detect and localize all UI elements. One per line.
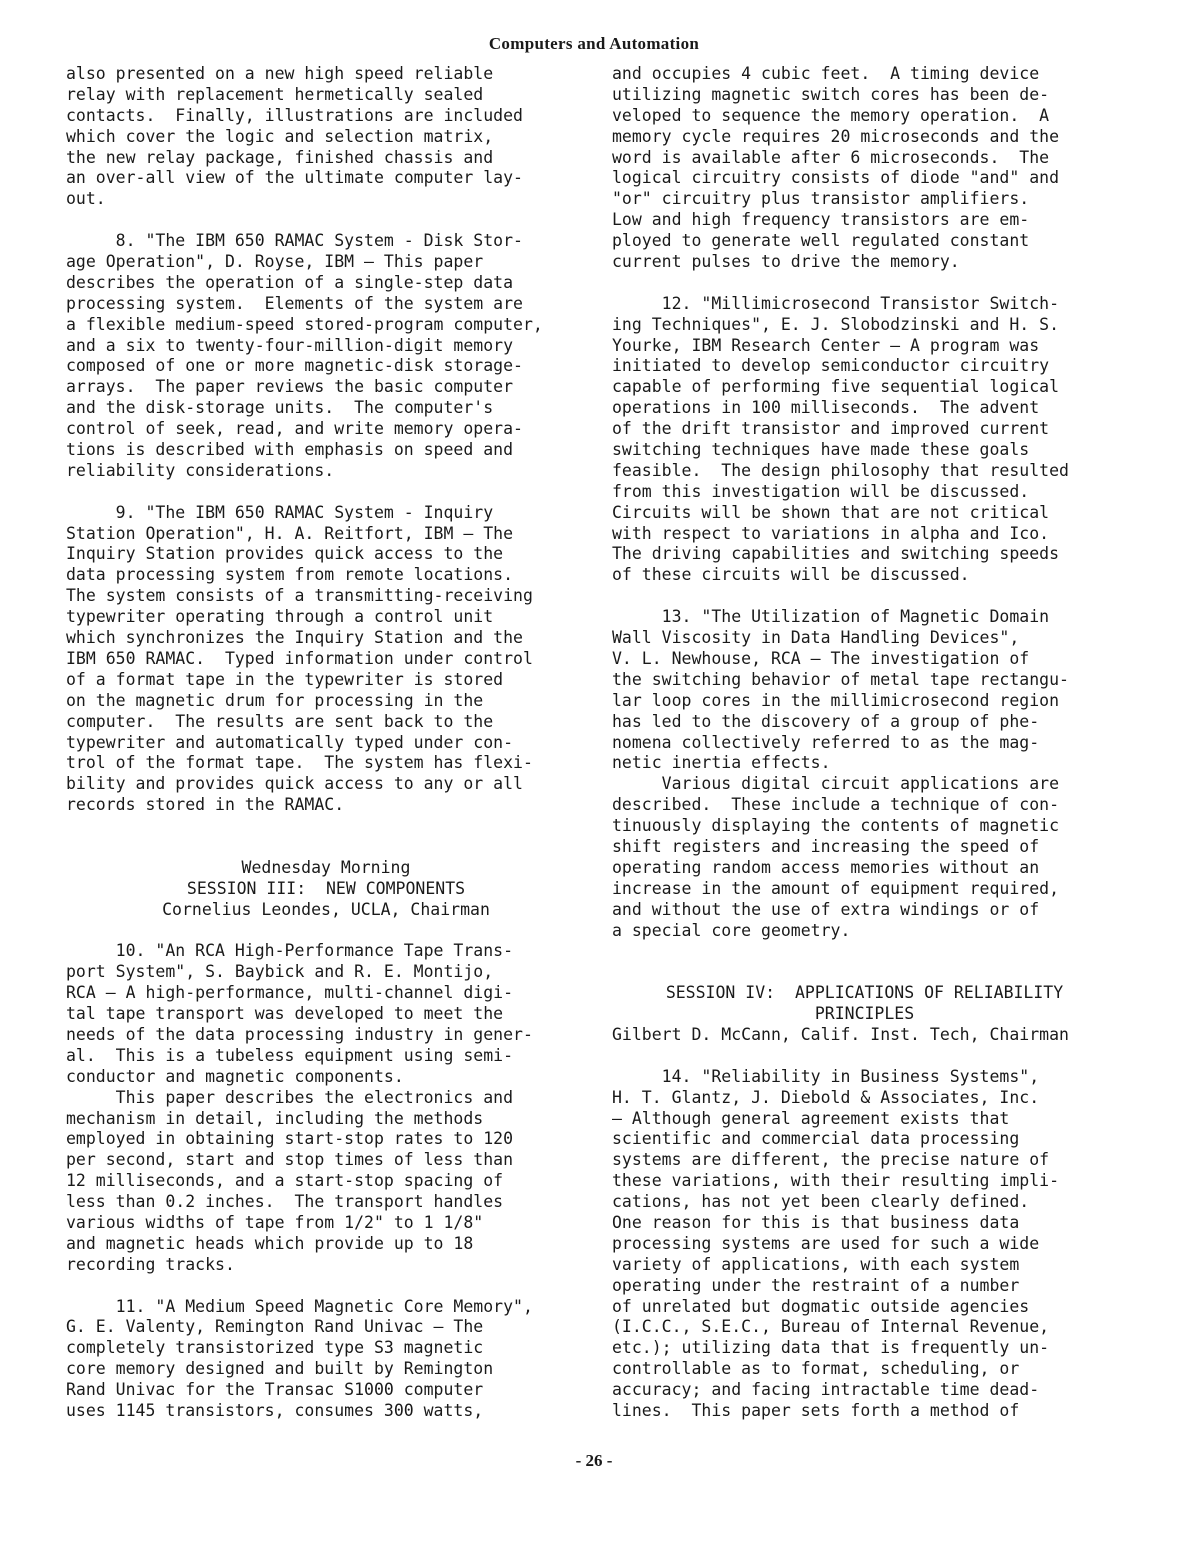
text-line: control of seek, read, and write memory opera- xyxy=(66,419,523,439)
text-line: needs of the data processing industry in gener- xyxy=(66,1024,533,1044)
text-line: operating under the restraint of a number xyxy=(612,1275,1020,1295)
text-line: Yourke, IBM Research Center — A program was xyxy=(612,335,1040,355)
session-3-heading xyxy=(66,858,586,921)
text-line: the switching behavior of metal tape rectangu- xyxy=(612,669,1069,689)
text-line: on the magnetic drum for processing in the xyxy=(66,690,484,710)
text-line: tal tape transport was developed to meet the xyxy=(66,1004,504,1024)
text-line: various widths of tape from 1/2" to 1 1/8" xyxy=(66,1213,484,1232)
text-line: which synchronizes the Inquiry Station and the xyxy=(66,628,523,648)
text-line: utilizing magnetic switch cores has been de- xyxy=(612,84,1050,104)
text-line: uses 1145 transistors, consumes 300 watts, xyxy=(66,1401,484,1421)
text-line: typewriter and automatically typed under con- xyxy=(66,732,514,752)
text-line: an over-all view of the ultimate computer lay- xyxy=(66,168,523,188)
text-line: (I.C.C., S.E.C., Bureau of Internal Revenue, xyxy=(612,1317,1050,1337)
text-line: typewriter operating through a control unit xyxy=(66,607,494,627)
text-line: H. T. Glantz, J. Diebold & Associates, Inc. xyxy=(612,1087,1040,1107)
text-line: 11. "A Medium Speed Magnetic Core Memory", xyxy=(66,1296,533,1316)
running-header: Computers and Automation xyxy=(488,34,700,53)
text-line: arrays. The paper reviews the basic computer xyxy=(66,377,514,397)
text-line: age Operation", D. Royse, IBM — This paper xyxy=(66,252,484,272)
text-line: al. This is a tubeless equipment using semi- xyxy=(66,1045,514,1065)
page-number: - 26 - xyxy=(575,1451,613,1470)
abstract-item-9 xyxy=(66,503,586,816)
text-line: Cornelius Leondes, UCLA, Chairman xyxy=(162,899,490,919)
text-line: composed of one or more magnetic-disk storage- xyxy=(66,356,523,376)
text-line: employed in obtaining start-stop rates to 120 xyxy=(66,1129,514,1149)
abstract-item-12 xyxy=(612,294,1117,586)
text-line: port System", S. Baybick and R. E. Montijo, xyxy=(66,962,494,982)
text-line: these variations, with their resulting impli- xyxy=(612,1171,1060,1191)
text-line: shift registers and increasing the speed of xyxy=(612,836,1040,856)
text-line: describes the operation of a single-step data xyxy=(66,272,514,292)
text-line: computer. The results are sent back to the xyxy=(66,711,494,731)
text-line: accuracy; and facing intractable time dead- xyxy=(612,1380,1040,1400)
text-line: processing system. Elements of the system are xyxy=(66,293,523,313)
text-line: G. E. Valenty, Remington Rand Univac — The xyxy=(66,1317,484,1337)
text-line: The driving capabilities and switching speeds xyxy=(612,544,1060,564)
abstract-item-8 xyxy=(66,231,586,482)
text-line: capable of performing five sequential logical xyxy=(612,377,1060,397)
text-line: operations in 100 milliseconds. The advent xyxy=(612,398,1040,418)
text-line: and the disk-storage units. The computer's xyxy=(66,398,494,418)
text-line: memory cycle requires 20 microseconds and the xyxy=(612,126,1060,146)
text-line: described. These include a technique of con- xyxy=(612,795,1060,815)
text-line: and without the use of extra windings or of xyxy=(612,899,1040,919)
left-column xyxy=(66,64,586,1422)
text-line: increase in the amount of equipment required, xyxy=(612,878,1060,898)
text-line: nomena collectively referred to as the mag- xyxy=(612,732,1040,752)
text-line: cations, has not yet been clearly defined. xyxy=(612,1192,1030,1212)
text-line: logical circuitry consists of diode "and" and xyxy=(612,168,1060,188)
text-line: One reason for this is that business data xyxy=(612,1213,1020,1232)
text-line: and occupies 4 cubic feet. A timing device xyxy=(612,64,1040,83)
text-line: and magnetic heads which provide up to 18 xyxy=(66,1233,474,1253)
text-line: operating random access memories without an xyxy=(612,857,1040,877)
text-line: tinuously displaying the contents of magnetic xyxy=(612,816,1060,836)
text-line: SESSION III: NEW COMPONENTS xyxy=(186,878,466,898)
text-line: recording tracks. xyxy=(66,1254,235,1274)
text-line: of these circuits will be discussed. xyxy=(612,565,970,585)
text-line: 13. "The Utilization of Magnetic Domain xyxy=(612,607,1050,627)
text-line: Various digital circuit applications are xyxy=(612,774,1060,794)
text-line: variety of applications, with each system xyxy=(612,1254,1020,1274)
text-line: The system consists of a transmitting-receiving xyxy=(66,586,533,606)
text-line: completely transistorized type S3 magnetic xyxy=(66,1338,484,1358)
text-line: initiated to develop semiconductor circuitry xyxy=(612,356,1050,376)
text-line: Inquiry Station provides quick access to the xyxy=(66,544,504,564)
text-line: 12. "Millimicrosecond Transistor Switch- xyxy=(612,293,1060,313)
abstract-item-11 xyxy=(66,1297,586,1422)
text-line: data processing system from remote locations. xyxy=(66,565,514,585)
text-line: ployed to generate well regulated constant xyxy=(612,231,1030,251)
text-line: trol of the format tape. The system has flexi- xyxy=(66,753,533,773)
text-line: word is available after 6 microseconds. The xyxy=(612,147,1050,167)
text-line: Circuits will be shown that are not critical xyxy=(612,502,1050,522)
text-line: 8. "The IBM 650 RAMAC System - Disk Stor- xyxy=(66,231,523,251)
text-line: processing systems are used for such a wide xyxy=(612,1233,1040,1253)
text-line: Rand Univac for the Transac S1000 computer xyxy=(66,1380,484,1400)
text-line: Gilbert D. McCann, Calif. Inst. Tech, Chairman xyxy=(612,1024,1069,1044)
text-line: switching techniques have made these goals xyxy=(612,440,1030,460)
text-line: "or" circuitry plus transistor amplifiers. xyxy=(612,189,1030,209)
text-line: etc.); utilizing data that is frequently un- xyxy=(612,1338,1050,1358)
left-continuation-paragraph xyxy=(66,64,586,210)
text-line: This paper describes the electronics and xyxy=(66,1087,514,1107)
text-line: V. L. Newhouse, RCA — The investigation of xyxy=(612,648,1030,668)
text-line: IBM 650 RAMAC. Typed information under control xyxy=(66,648,533,668)
session-4-heading xyxy=(612,983,1117,1046)
text-line: — Although general agreement exists that xyxy=(612,1108,1010,1128)
text-line: bility and provides quick access to any or all xyxy=(66,774,523,794)
text-line: per second, start and stop times of less than xyxy=(66,1150,514,1170)
text-line: which cover the logic and selection matrix, xyxy=(66,126,494,146)
text-line: Wall Viscosity in Data Handling Devices", xyxy=(612,628,1020,648)
text-line: netic inertia effects. xyxy=(612,753,831,773)
text-line: a flexible medium-speed stored-program computer, xyxy=(66,314,543,334)
text-line: also presented on a new high speed reliable xyxy=(66,64,494,83)
abstract-item-13 xyxy=(612,607,1117,941)
text-line: and a six to twenty-four-million-digit memory xyxy=(66,335,514,355)
text-line: tions is described with emphasis on speed and xyxy=(66,440,514,460)
text-line: Wednesday Morning xyxy=(241,857,411,877)
text-line: 14. "Reliability in Business Systems", xyxy=(612,1066,1040,1086)
text-line: feasible. The design philosophy that resulted xyxy=(612,460,1069,480)
text-line: contacts. Finally, illustrations are included xyxy=(66,105,523,125)
text-line: Low and high frequency transistors are em- xyxy=(612,210,1030,230)
text-line: from this investigation will be discussed. xyxy=(612,481,1030,501)
text-line: reliability considerations. xyxy=(66,460,335,480)
text-line: of a format tape in the typewriter is stored xyxy=(66,669,504,689)
text-line: systems are different, the precise nature of xyxy=(612,1150,1050,1170)
text-line: a special core geometry. xyxy=(612,920,851,940)
text-line: out. xyxy=(66,189,106,209)
text-line: veloped to sequence the memory operation. A xyxy=(612,105,1050,125)
text-line: SESSION IV: APPLICATIONS OF RELIABILITY xyxy=(665,983,1064,1003)
right-continuation-paragraph xyxy=(612,64,1117,273)
text-line: core memory designed and built by Remington xyxy=(66,1359,494,1379)
abstract-item-10 xyxy=(66,941,586,1275)
text-line: conductor and magnetic components. xyxy=(66,1066,404,1086)
text-line: ing Techniques", E. J. Slobodzinski and H. S. xyxy=(612,314,1060,334)
text-line: of unrelated but dogmatic outside agencies xyxy=(612,1296,1030,1316)
text-line: RCA — A high-performance, multi-channel digi- xyxy=(66,983,514,1003)
text-line: lar loop cores in the millimicrosecond region xyxy=(612,690,1060,710)
text-line: 10. "An RCA High-Performance Tape Trans- xyxy=(66,941,514,961)
text-line: scientific and commercial data processing xyxy=(612,1129,1020,1149)
text-line: relay with replacement hermetically sealed xyxy=(66,84,484,104)
text-line: less than 0.2 inches. The transport handles xyxy=(66,1192,504,1212)
text-line: of the drift transistor and improved current xyxy=(612,419,1050,439)
text-line: mechanism in detail, including the methods xyxy=(66,1108,484,1128)
text-line: has led to the discovery of a group of phe- xyxy=(612,711,1040,731)
right-column xyxy=(612,64,1117,1422)
text-line: Station Operation", H. A. Reitfort, IBM — The xyxy=(66,523,514,543)
text-line: records stored in the RAMAC. xyxy=(66,795,345,815)
text-line: lines. This paper sets forth a method of xyxy=(612,1401,1020,1421)
text-line: controllable as to format, scheduling, or xyxy=(612,1359,1020,1379)
text-line: the new relay package, finished chassis and xyxy=(66,147,494,167)
text-line: 9. "The IBM 650 RAMAC System - Inquiry xyxy=(66,502,494,522)
text-line: PRINCIPLES xyxy=(814,1004,915,1024)
text-line: 12 milliseconds, and a start-stop spacing of xyxy=(66,1171,504,1191)
abstract-item-14 xyxy=(612,1067,1117,1422)
text-line: with respect to variations in alpha and Ico. xyxy=(612,523,1050,543)
text-line: current pulses to drive the memory. xyxy=(612,252,960,272)
